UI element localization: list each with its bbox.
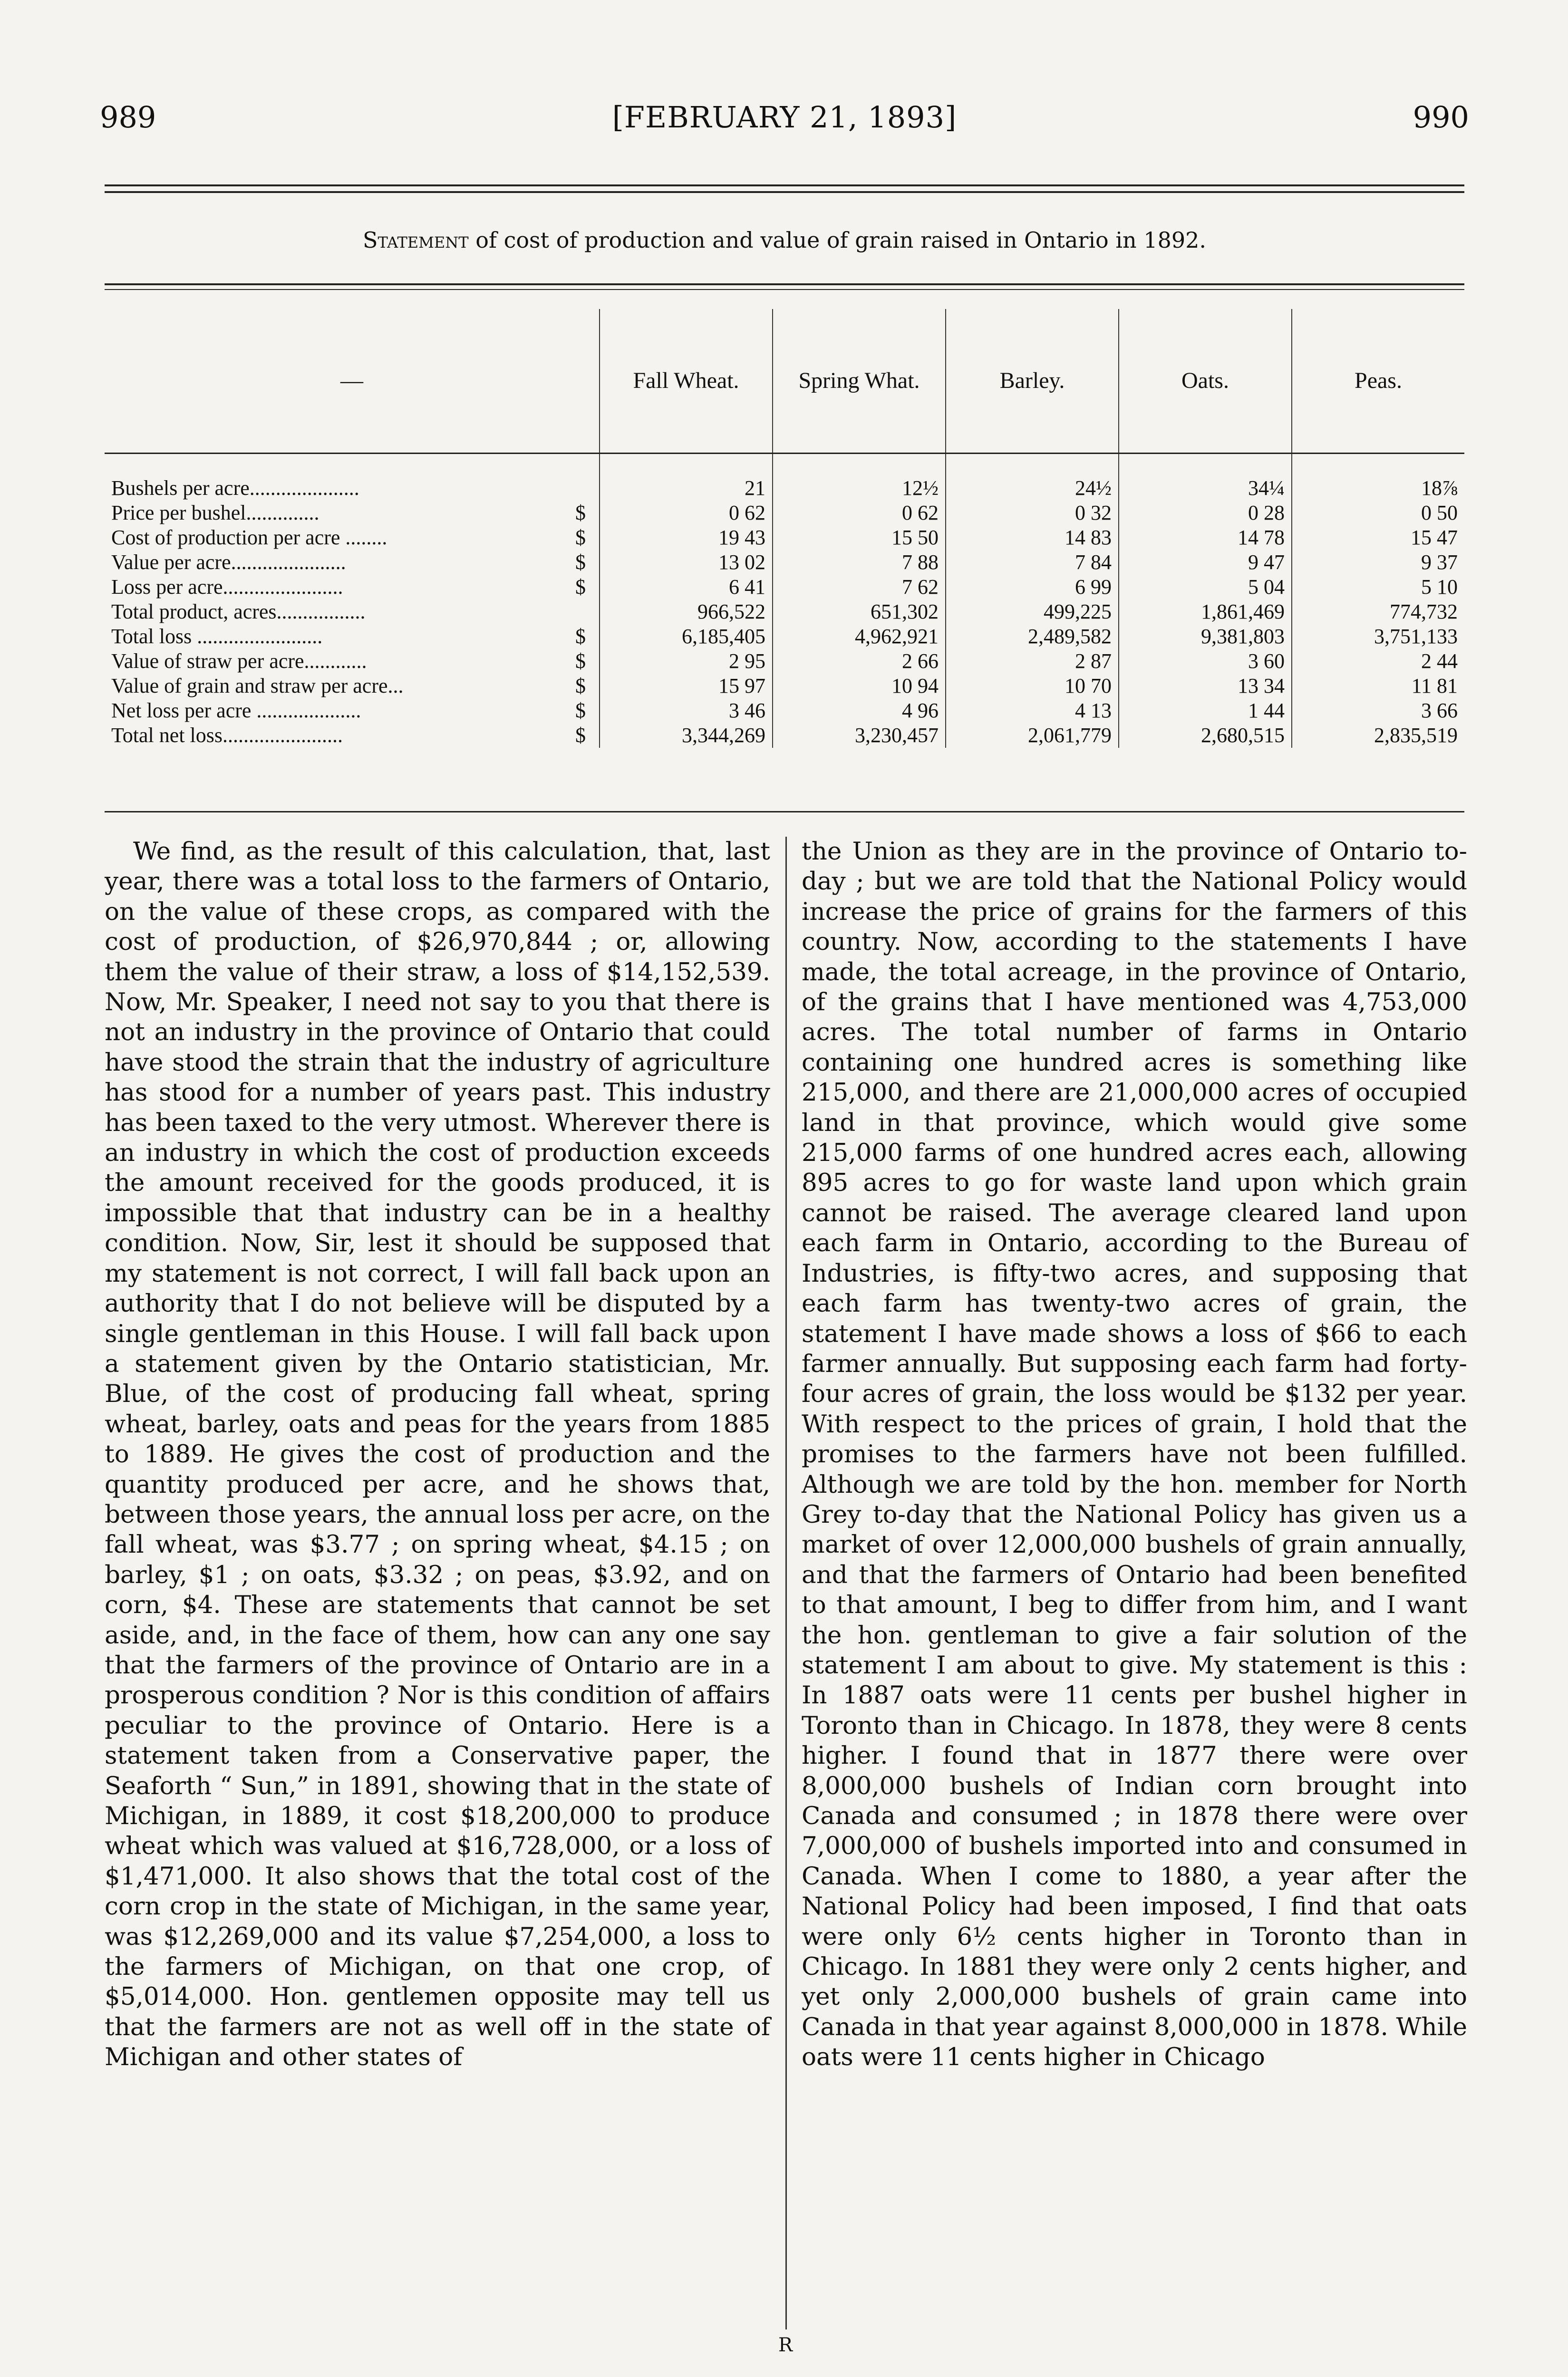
table-body xyxy=(105,454,1464,748)
row-unit: $ xyxy=(575,625,586,648)
row-label: Total loss ........................ xyxy=(111,625,323,648)
column-header-oats: Oats. xyxy=(1119,309,1292,454)
table-cell: 3,344,269 xyxy=(600,723,773,748)
table-cell: 14 78 xyxy=(1119,525,1292,550)
table-cell: 7 88 xyxy=(773,550,946,575)
table-cell: 13 34 xyxy=(1119,674,1292,698)
page-header xyxy=(100,100,1469,143)
row-label: Value of grain and straw per acre... xyxy=(111,674,404,697)
row-unit: $ xyxy=(575,501,586,524)
table-cell: 15 50 xyxy=(773,525,946,550)
table-caption xyxy=(105,227,1464,253)
table-cell: 9 47 xyxy=(1119,550,1292,575)
table-row xyxy=(105,550,1464,575)
table-row xyxy=(105,624,1464,649)
table-row xyxy=(105,649,1464,674)
row-unit: $ xyxy=(575,674,586,697)
table-cell: 3 66 xyxy=(1292,698,1464,723)
table-cell: 5 10 xyxy=(1292,575,1464,599)
row-label: Value of straw per acre............ xyxy=(111,649,367,673)
table-cell: 19 43 xyxy=(600,525,773,550)
caption-lead: Statement xyxy=(363,227,469,253)
body-column-left xyxy=(105,837,770,2073)
table-cell: 9,381,803 xyxy=(1119,624,1292,649)
table-cell: 3,230,457 xyxy=(773,723,946,748)
table-cell: 1,861,469 xyxy=(1119,599,1292,624)
table-header-row xyxy=(105,309,1464,454)
table-cell: 4 13 xyxy=(946,698,1119,723)
table-cell: 0 28 xyxy=(1119,501,1292,525)
table-cell: 10 70 xyxy=(946,674,1119,698)
table-cell: 7 84 xyxy=(946,550,1119,575)
table-row xyxy=(105,525,1464,550)
column-header-peas: Peas. xyxy=(1292,309,1464,454)
table-cell: 10 94 xyxy=(773,674,946,698)
table-cell: 2,680,515 xyxy=(1119,723,1292,748)
table-cell: 2 44 xyxy=(1292,649,1464,674)
table-cell: 774,732 xyxy=(1292,599,1464,624)
table-cell: 4,962,921 xyxy=(773,624,946,649)
row-unit: $ xyxy=(575,724,586,747)
table-cell: 13 02 xyxy=(600,550,773,575)
row-unit: $ xyxy=(575,575,586,599)
table-cell: 651,302 xyxy=(773,599,946,624)
table-cell: 6 41 xyxy=(600,575,773,599)
table-cell: 2 95 xyxy=(600,649,773,674)
table-cell: 34¼ xyxy=(1119,454,1292,501)
row-unit xyxy=(562,599,600,624)
header-rule-bottom xyxy=(105,191,1464,193)
table-cell: 6,185,405 xyxy=(600,624,773,649)
table-cell: 2 66 xyxy=(773,649,946,674)
table-cell: 2,061,779 xyxy=(946,723,1119,748)
table-row xyxy=(105,723,1464,748)
table-rule-bottom xyxy=(105,811,1464,812)
column-separator xyxy=(785,837,787,2329)
table-cell: 2,835,519 xyxy=(1292,723,1464,748)
right-column-paragraph: the Union as they are in the province of Ontario to-day ; but we are told that the National Policy would increase the price of grains for the farmers of this country. Now, according to the statements I have made, the total acreage, in the province of Ontario, of the grains that I have mentioned was 4,753,000 acres. The total number of farms in Ontario containing one hundred acres is something like 215,000, and there are 21,000,000 acres of occupied land in that province, which would give some 215,000 farms of one hundred acres each, allowing 895 acres to go for waste land upon which grain cannot be raised. The average cleared land upon each farm in Ontario, according to the Bureau of Industries, is fifty-two acres, and supposing that each farm has twenty-two acres of grain, the statement I have made shows a loss of $66 to each farmer annually. But supposing each farm had forty-four acres of grain, the loss would be $132 per year. With respect to the prices of grain, I hold that the promises to the farmers have not been fulfilled. Although we are told by the hon. member for North Grey to-day that the National Policy has given us a market of over 12,000,000 bushels of grain annually, and that the farmers of Ontario had been benefited to that amount, I beg to differ from him, and I want the hon. gentleman to give a fair solution of the statement I am about to give. My statement is this : In 1887 oats were 11 cents per bushel higher in Toronto than in Chicago. In 1878, they were 8 cents higher. I found that in 1877 there were over 8,000,000 bushels of Indian corn brought into Canada and consumed ; in 1878 there were over 7,000,000 of bushels imported into and consumed in Canada. When I come to 1880, a year after the National Policy had been imposed, I find that oats were only 6½ cents higher in Toronto than in Chicago. In 1881 they were only 2 cents higher, and yet only 2,000,000 bushels of grain came into Canada in that year against 8,000,000 in 1878. While oats were 11 cents higher in Chicago xyxy=(802,837,1467,2072)
table-cell: 14 83 xyxy=(946,525,1119,550)
table-cell: 0 62 xyxy=(773,501,946,525)
table-cell: 0 62 xyxy=(600,501,773,525)
caption-rest: of cost of production and value of grain raised in Ontario in 1892. xyxy=(468,227,1206,253)
row-label: Bushels per acre..................... xyxy=(111,476,359,500)
table-cell: 3,751,133 xyxy=(1292,624,1464,649)
row-unit: $ xyxy=(575,551,586,574)
column-header-spring-wheat: Spring What. xyxy=(773,309,946,454)
row-unit: $ xyxy=(575,699,586,722)
row-label: Value per acre...................... xyxy=(111,551,346,574)
table-cell: 11 81 xyxy=(1292,674,1464,698)
table-cell: 4 96 xyxy=(773,698,946,723)
table-cell: 24½ xyxy=(946,454,1119,501)
table-row xyxy=(105,575,1464,599)
table-cell: 6 99 xyxy=(946,575,1119,599)
header-rule-top xyxy=(105,184,1464,186)
left-column-paragraph: We find, as the result of this calculation, that, last year, there was a total loss to the farmers of Ontario, on the value of these crops, as compared with the cost of production, of $26,970,844 ; or, allowing them the value of their straw, a loss of $14,152,539. Now, Mr. Speaker, I need not say to you that there is not an industry in the province of Ontario that could have stood the strain that the industry of agriculture has stood for a number of years past. This industry has been taxed to the very utmost. Wherever there is an industry in which the cost of production exceeds the amount received for the goods produced, it is impossible that that industry can be in a healthy condition. Now, Sir, lest it should be supposed that my statement is not correct, I will fall back upon an authority that I do not believe will be disputed by a single gentleman in this House. I will fall back upon a statement given by the Ontario statistician, Mr. Blue, of the cost of producing fall wheat, spring wheat, barley, oats and peas for the years from 1885 to 1889. He gives the cost of production and the quantity produced per acre, and he shows that, between those years, the annual loss per acre, on the fall wheat, was $3.77 ; on spring wheat, $4.15 ; on barley, $1 ; on oats, $3.32 ; on peas, $3.92, and on corn, $4. These are statements that cannot be set aside, and, in the face of them, how can any one say that the farmers of the province of Ontario are in a prosperous condition ? Nor is this condition of affairs peculiar to the province of Ontario. Here is a statement taken from a Conservative paper, the Seaforth “ Sun,” in 1891, showing that in the state of Michigan, in 1889, it cost $18,200,000 to produce wheat which was valued at $16,728,000, or a loss of $1,471,000. It also shows that the total cost of the corn crop in the state of Michigan, in the same year, was $12,269,000 and its value $7,254,000, a loss to the farmers of Michigan, on that one crop, of $5,014,000. Hon. gentlemen opposite may tell us that the farmers are not as well off in the state of Michigan and other states of xyxy=(105,837,770,2072)
row-label: Price per bushel.............. xyxy=(111,501,319,524)
row-label: Net loss per acre .................... xyxy=(111,699,361,722)
column-header-fall-wheat: Fall Wheat. xyxy=(600,309,773,454)
table-rule-top xyxy=(105,283,1464,285)
table-cell: 21 xyxy=(600,454,773,501)
table-cell: 2,489,582 xyxy=(946,624,1119,649)
column-header-barley: Barley. xyxy=(946,309,1119,454)
table-cell: 15 47 xyxy=(1292,525,1464,550)
signature-mark: R xyxy=(778,2334,793,2356)
table-row xyxy=(105,674,1464,698)
page-date-title: [FEBRUARY 21, 1893] xyxy=(612,100,957,135)
table-row xyxy=(105,599,1464,624)
table-cell: 966,522 xyxy=(600,599,773,624)
page-number-left: 989 xyxy=(100,100,156,135)
table-cell: 15 97 xyxy=(600,674,773,698)
row-label: Total product, acres................. xyxy=(111,600,366,623)
row-unit: $ xyxy=(575,649,586,673)
table-cell: 499,225 xyxy=(946,599,1119,624)
table-cell: 0 50 xyxy=(1292,501,1464,525)
table-cell: 9 37 xyxy=(1292,550,1464,575)
row-unit xyxy=(562,454,600,501)
table-row xyxy=(105,501,1464,525)
table-cell: 2 87 xyxy=(946,649,1119,674)
table-cell: 0 32 xyxy=(946,501,1119,525)
body-column-right xyxy=(802,837,1467,2073)
table-cell: 3 60 xyxy=(1119,649,1292,674)
table-row xyxy=(105,454,1464,501)
table-cell: 5 04 xyxy=(1119,575,1292,599)
row-label: Cost of production per acre ........ xyxy=(111,526,387,549)
table-row xyxy=(105,698,1464,723)
row-label: Total net loss....................... xyxy=(111,724,343,747)
table-cell: 7 62 xyxy=(773,575,946,599)
table-cell: 3 46 xyxy=(600,698,773,723)
row-label: Loss per acre....................... xyxy=(111,575,343,599)
row-unit: $ xyxy=(575,526,586,549)
table-rule-top-thin xyxy=(105,289,1464,290)
production-table xyxy=(105,309,1464,748)
table-cell: 1 44 xyxy=(1119,698,1292,723)
column-header-blank: — xyxy=(105,309,600,454)
table-cell: 18⅞ xyxy=(1292,454,1464,501)
page-number-right: 990 xyxy=(1413,100,1469,135)
table-cell: 12½ xyxy=(773,454,946,501)
